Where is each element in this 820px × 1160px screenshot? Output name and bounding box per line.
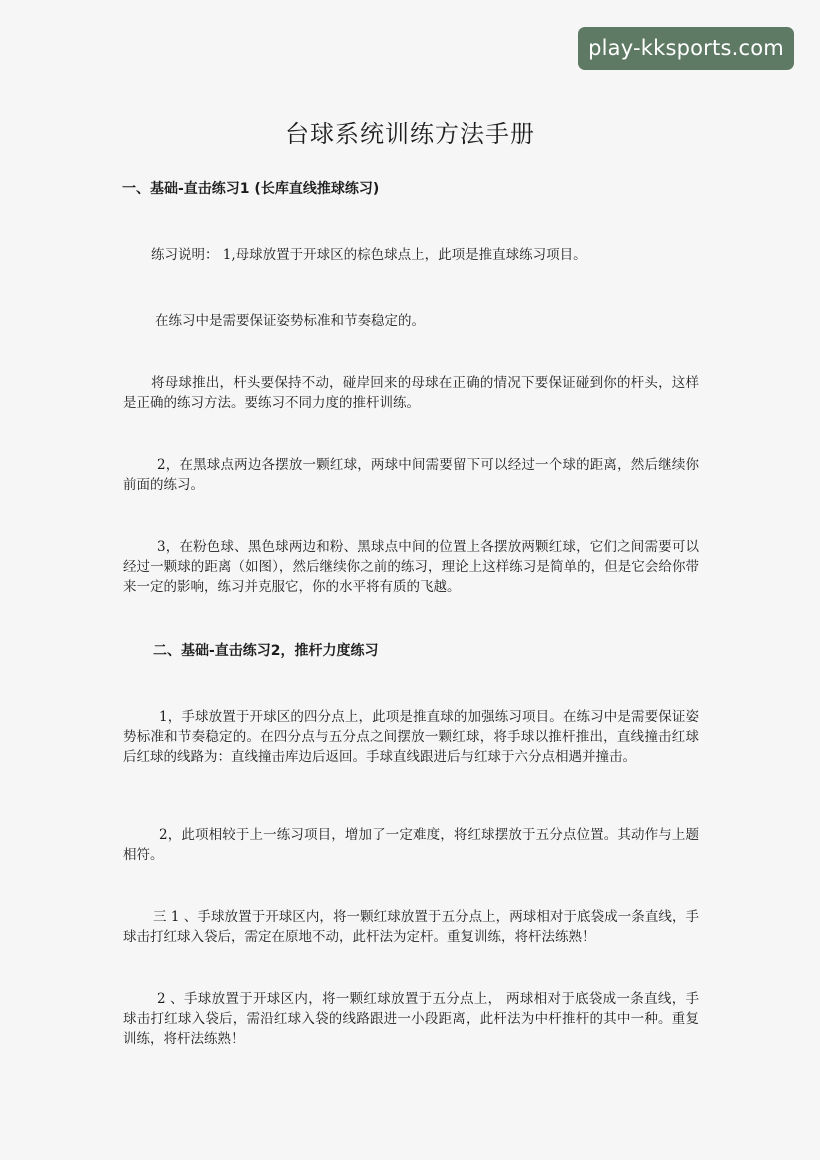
paragraph: 在练习中是需要保证姿势标准和节奏稳定的。 bbox=[155, 313, 425, 329]
section-heading-2: 二、基础-直击练习2，推杆力度练习 bbox=[153, 643, 379, 659]
paragraph: 三 1 、手球放置于开球区内，将一颗红球放置于五分点上，两球相对于底袋成一条直线，手球击打红球入袋后，需定在原地不动，此杆法为定杆。重复训练，将杆法练熟！ bbox=[123, 909, 699, 945]
paragraph: 1，手球放置于开球区的四分点上，此项是推直球的加强练习项目。在练习中是需要保证姿势标准和节奏稳定的。在四分点与五分点之间摆放一颗红球，将手球以推杆推出，直线撞击红球后红球的线路为：直线撞击库边后返回。手球直线跟进后与红球于六分点相遇并撞击。 bbox=[123, 709, 699, 765]
watermark-badge: play-kksports.com bbox=[578, 27, 794, 70]
page-title: 台球系统训练方法手册 bbox=[285, 120, 535, 148]
paragraph: 2，此项相较于上一练习项目，增加了一定难度，将红球摆放于五分点位置。其动作与上题相符。 bbox=[123, 827, 699, 863]
paragraph: 练习说明： 1,母球放置于开球区的棕色球点上，此项是推直球练习项目。 bbox=[151, 247, 587, 263]
section-heading-1: 一、基础-直击练习1 (长库直线推球练习) bbox=[122, 181, 380, 197]
paragraph: 2，在黑球点两边各摆放一颗红球，两球中间需要留下可以经过一个球的距离，然后继续你前面的练习。 bbox=[123, 457, 699, 493]
paragraph: 3，在粉色球、黑色球两边和粉、黑球点中间的位置上各摆放两颗红球，它们之间需要可以经过一颗球的距离（如图），然后继续你之前的练习，理论上这样练习是简单的，但是它会给你带来一定的影响，练习并克服它，你的水平将有质的飞越。 bbox=[123, 539, 699, 595]
paragraph: 将母球推出，杆头要保持不动，碰岸回来的母球在正确的情况下要保证碰到你的杆头，这样是正确的练习方法。要练习不同力度的推杆训练。 bbox=[123, 375, 699, 411]
paragraph: 2 、手球放置于开球区内，将一颗红球放置于五分点上， 两球相对于底袋成一条直线，手球击打红球入袋后，需沿红球入袋的线路跟进一小段距离，此杆法为中杆推杆的其中一种。重复训练，将杆法练熟！ bbox=[123, 991, 699, 1047]
